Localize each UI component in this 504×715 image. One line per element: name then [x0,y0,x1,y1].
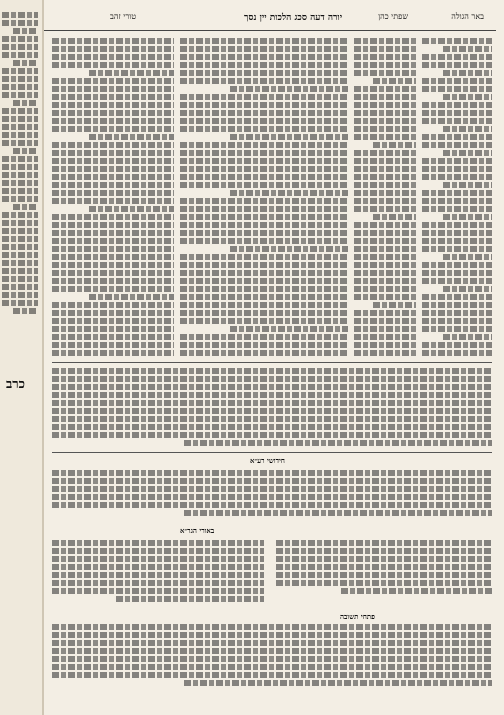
beer-hagolah-column [422,36,492,358]
lower-right-commentary [276,538,492,608]
section-label-gra: באורי הגר״א [180,526,215,535]
bottom-commentary [52,622,492,688]
divider-rule [52,362,492,363]
taz-column [52,36,174,358]
facing-page-edge [0,0,44,715]
section-label-pitchei-teshuva: פתחי תשובה [340,612,375,621]
header-shach: שפתי כהן [378,12,408,21]
section-label-rea: חידושי רע״א [250,456,285,465]
header-title: יורה דעה סכג הלכות יין נסך [244,13,343,23]
middle-commentary [52,366,492,448]
shach-column [354,36,416,358]
gra-commentary [52,538,264,608]
header-beer-hagolah: באר הגולה [451,12,484,21]
divider-rule-2 [52,452,492,453]
rea-commentary [52,468,492,522]
facing-page-heading: כרב [6,377,26,392]
header-taz: טורי זהב [110,12,137,21]
running-header [44,6,496,31]
shulchan-aruch-text [180,36,348,358]
